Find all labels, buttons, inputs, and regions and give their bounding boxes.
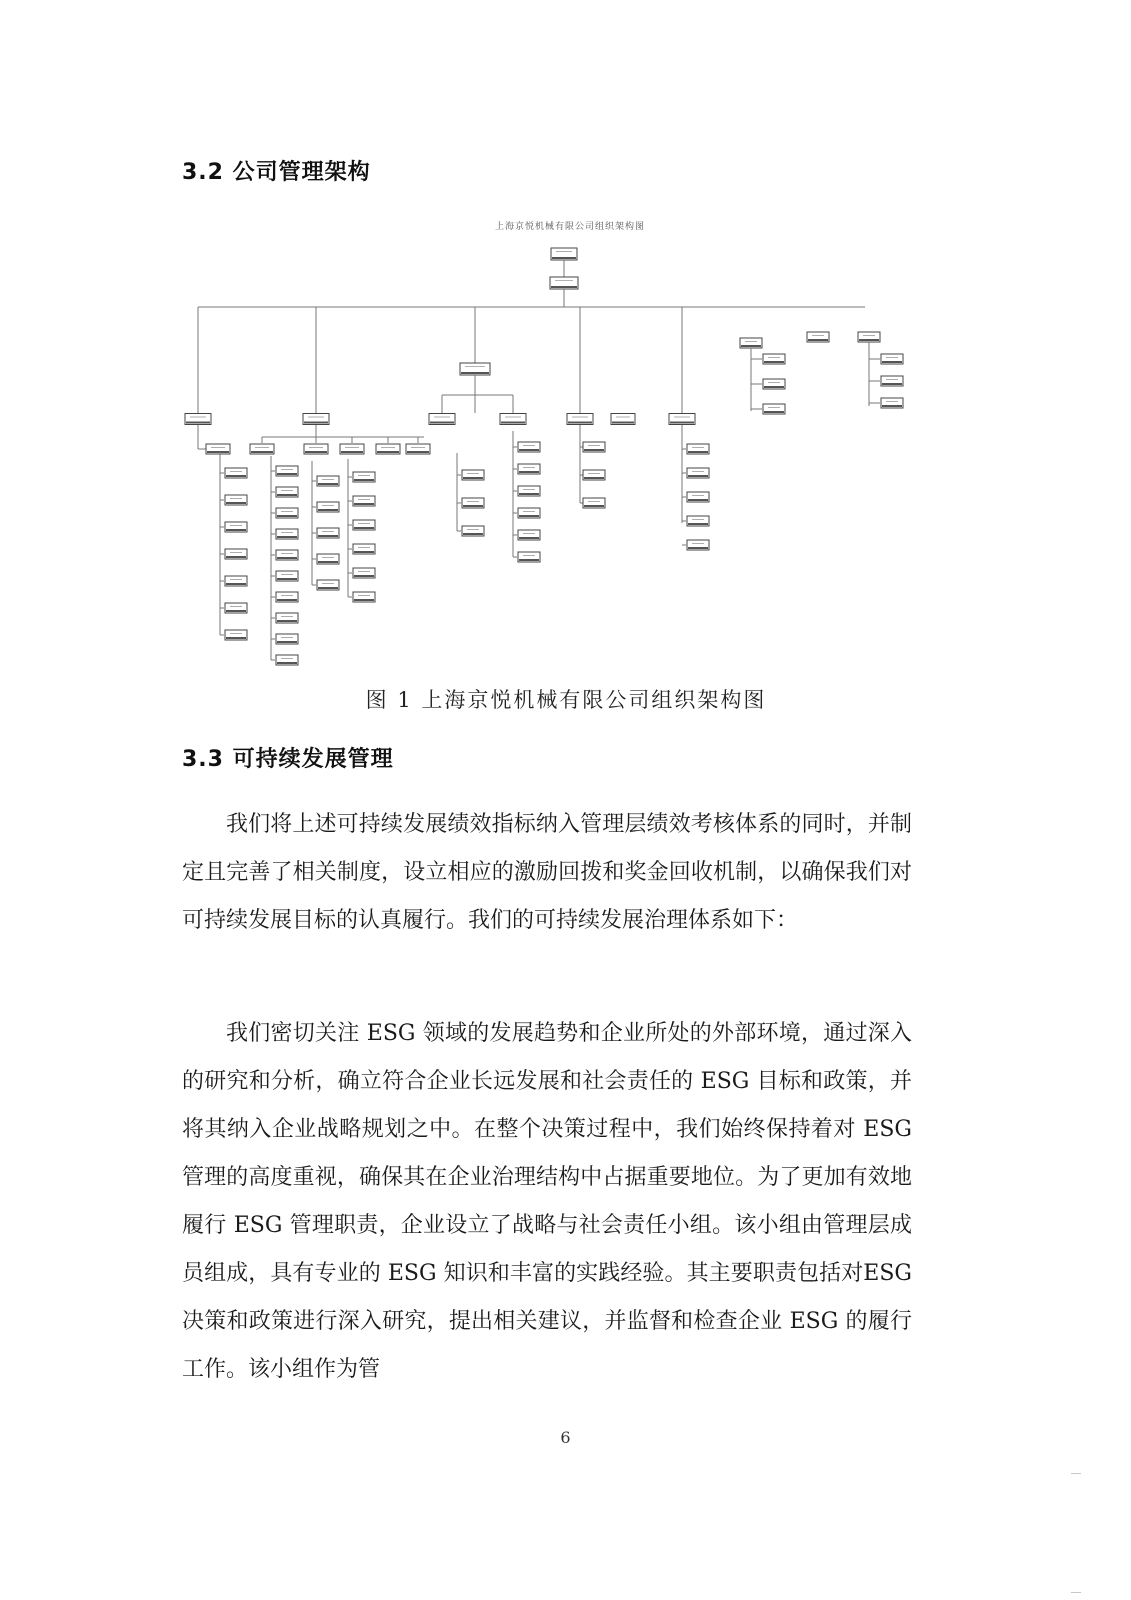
- org-node-bar-14: [226, 502, 246, 504]
- org-node-bar-28: [277, 536, 297, 538]
- org-node-bar-63: [688, 523, 708, 525]
- org-node-bar-12: [207, 451, 229, 453]
- org-node-bar-6: [568, 422, 592, 424]
- org-node-bar-24: [407, 451, 429, 453]
- org-node-bar-43: [354, 551, 374, 553]
- org-node-bar-15: [226, 529, 246, 531]
- org-node-bar-31: [277, 599, 297, 601]
- org-node-bar-41: [354, 503, 374, 505]
- org-node-bar-8: [670, 422, 694, 424]
- org-node-bar-22: [341, 451, 363, 453]
- org-node-bar-70: [882, 405, 902, 407]
- org-node-bar-10: [808, 339, 828, 341]
- org-node-bar-51: [519, 449, 539, 451]
- org-node-bar-25: [277, 473, 297, 475]
- org-node-bar-4: [304, 422, 328, 424]
- org-node-bar-52: [519, 471, 539, 473]
- section-heading-3-2: 3.2 公司管理架构: [182, 160, 371, 185]
- org-node-bar-42: [354, 527, 374, 529]
- org-node-bar-16: [226, 556, 246, 558]
- org-node-bar-23: [377, 451, 399, 453]
- org-node-bar-62: [688, 499, 708, 501]
- paragraph-esg-management: 我们密切关注 ESG 领域的发展趋势和企业所处的外部环境，通过深入的研究和分析，确立符合企业长远发展和社会责任的 ESG 目标和政策，并将其纳入企业战略规划之中。在整个决策过程中，我们始终保持着对 ESG 管理的高度重视，确保其在企业治理结构中占据重要地位。为了更加有效地履行 ESG 管理职责，企业设立了战略与社会责任小组。该小组由管理层成员组成，具有专业的 ESG 知识和丰富的实践经验。其主要职责包括对ESG决策和政策进行深入研究，提出相关建议，并监督和检查企业 ESG 的履行工作。该小组作为管: [182, 1021, 912, 1382]
- org-node-bar-69: [882, 383, 902, 385]
- org-node-bar-59: [584, 505, 604, 507]
- org-chart-title: 上海京悦机械有限公司组织架构图: [494, 222, 645, 232]
- org-node-bar-50: [463, 533, 483, 535]
- org-node-bar-7: [612, 422, 634, 424]
- section-heading-3-3: 3.3 可持续发展管理: [182, 747, 394, 772]
- org-node-bar-45: [354, 599, 374, 601]
- org-node-bar-13: [226, 475, 246, 477]
- org-node-bar-2: [551, 286, 577, 288]
- org-node-bar-19: [226, 637, 246, 639]
- org-node-bar-17: [226, 583, 246, 585]
- org-node-bar-1: [552, 257, 576, 259]
- org-node-bar-38: [318, 561, 338, 563]
- org-node-bar-18: [226, 610, 246, 612]
- org-node-bar-68: [882, 361, 902, 363]
- org-node-bar-64: [688, 547, 708, 549]
- org-node-bar-20: [251, 451, 273, 453]
- org-node-bar-46: [430, 422, 454, 424]
- org-node-bar-49: [463, 505, 483, 507]
- org-node-bar-54: [519, 515, 539, 517]
- org-node-bar-30: [277, 578, 297, 580]
- org-node-bar-56: [519, 559, 539, 561]
- org-node-bar-29: [277, 557, 297, 559]
- org-node-bar-48: [463, 477, 483, 479]
- org-node-bar-5: [461, 372, 489, 374]
- org-node-bar-47: [501, 422, 525, 424]
- org-node-bar-61: [688, 475, 708, 477]
- org-node-bar-53: [519, 493, 539, 495]
- scan-artifact: [1071, 1473, 1081, 1474]
- org-node-bar-65: [764, 361, 784, 363]
- org-node-bar-33: [277, 641, 297, 643]
- org-node-bar-35: [318, 483, 338, 485]
- paragraph-governance-intro: 我们将上述可持续发展绩效指标纳入管理层绩效考核体系的同时，并制定且完善了相关制度，设立相应的激励回拨和奖金回收机制，以确保我们对可持续发展目标的认真履行。我们的可持续发展治理体系如下：: [182, 812, 912, 933]
- org-node-bar-32: [277, 620, 297, 622]
- org-node-bar-37: [318, 535, 338, 537]
- org-node-bar-39: [318, 587, 338, 589]
- page-number: 6: [560, 1428, 571, 1447]
- scan-artifact: [1071, 1592, 1081, 1593]
- org-node-bar-58: [584, 477, 604, 479]
- figure-caption: 图 1 上海京悦机械有限公司组织架构图: [365, 688, 767, 712]
- org-node-bar-34: [277, 662, 297, 664]
- org-node-bar-21: [305, 451, 327, 453]
- org-node-bar-40: [354, 479, 374, 481]
- org-node-bar-27: [277, 515, 297, 517]
- org-node-bar-66: [764, 386, 784, 388]
- org-node-bar-55: [519, 537, 539, 539]
- org-node-bar-3: [186, 422, 210, 424]
- org-node-bar-26: [277, 494, 297, 496]
- org-node-bar-67: [764, 411, 784, 413]
- org-chart: [170, 235, 950, 675]
- org-node-bar-57: [584, 449, 604, 451]
- org-node-bar-60: [688, 451, 708, 453]
- org-node-bar-9: [741, 345, 761, 347]
- org-node-bar-44: [354, 575, 374, 577]
- org-node-bar-36: [318, 509, 338, 511]
- org-node-bar-11: [859, 339, 879, 341]
